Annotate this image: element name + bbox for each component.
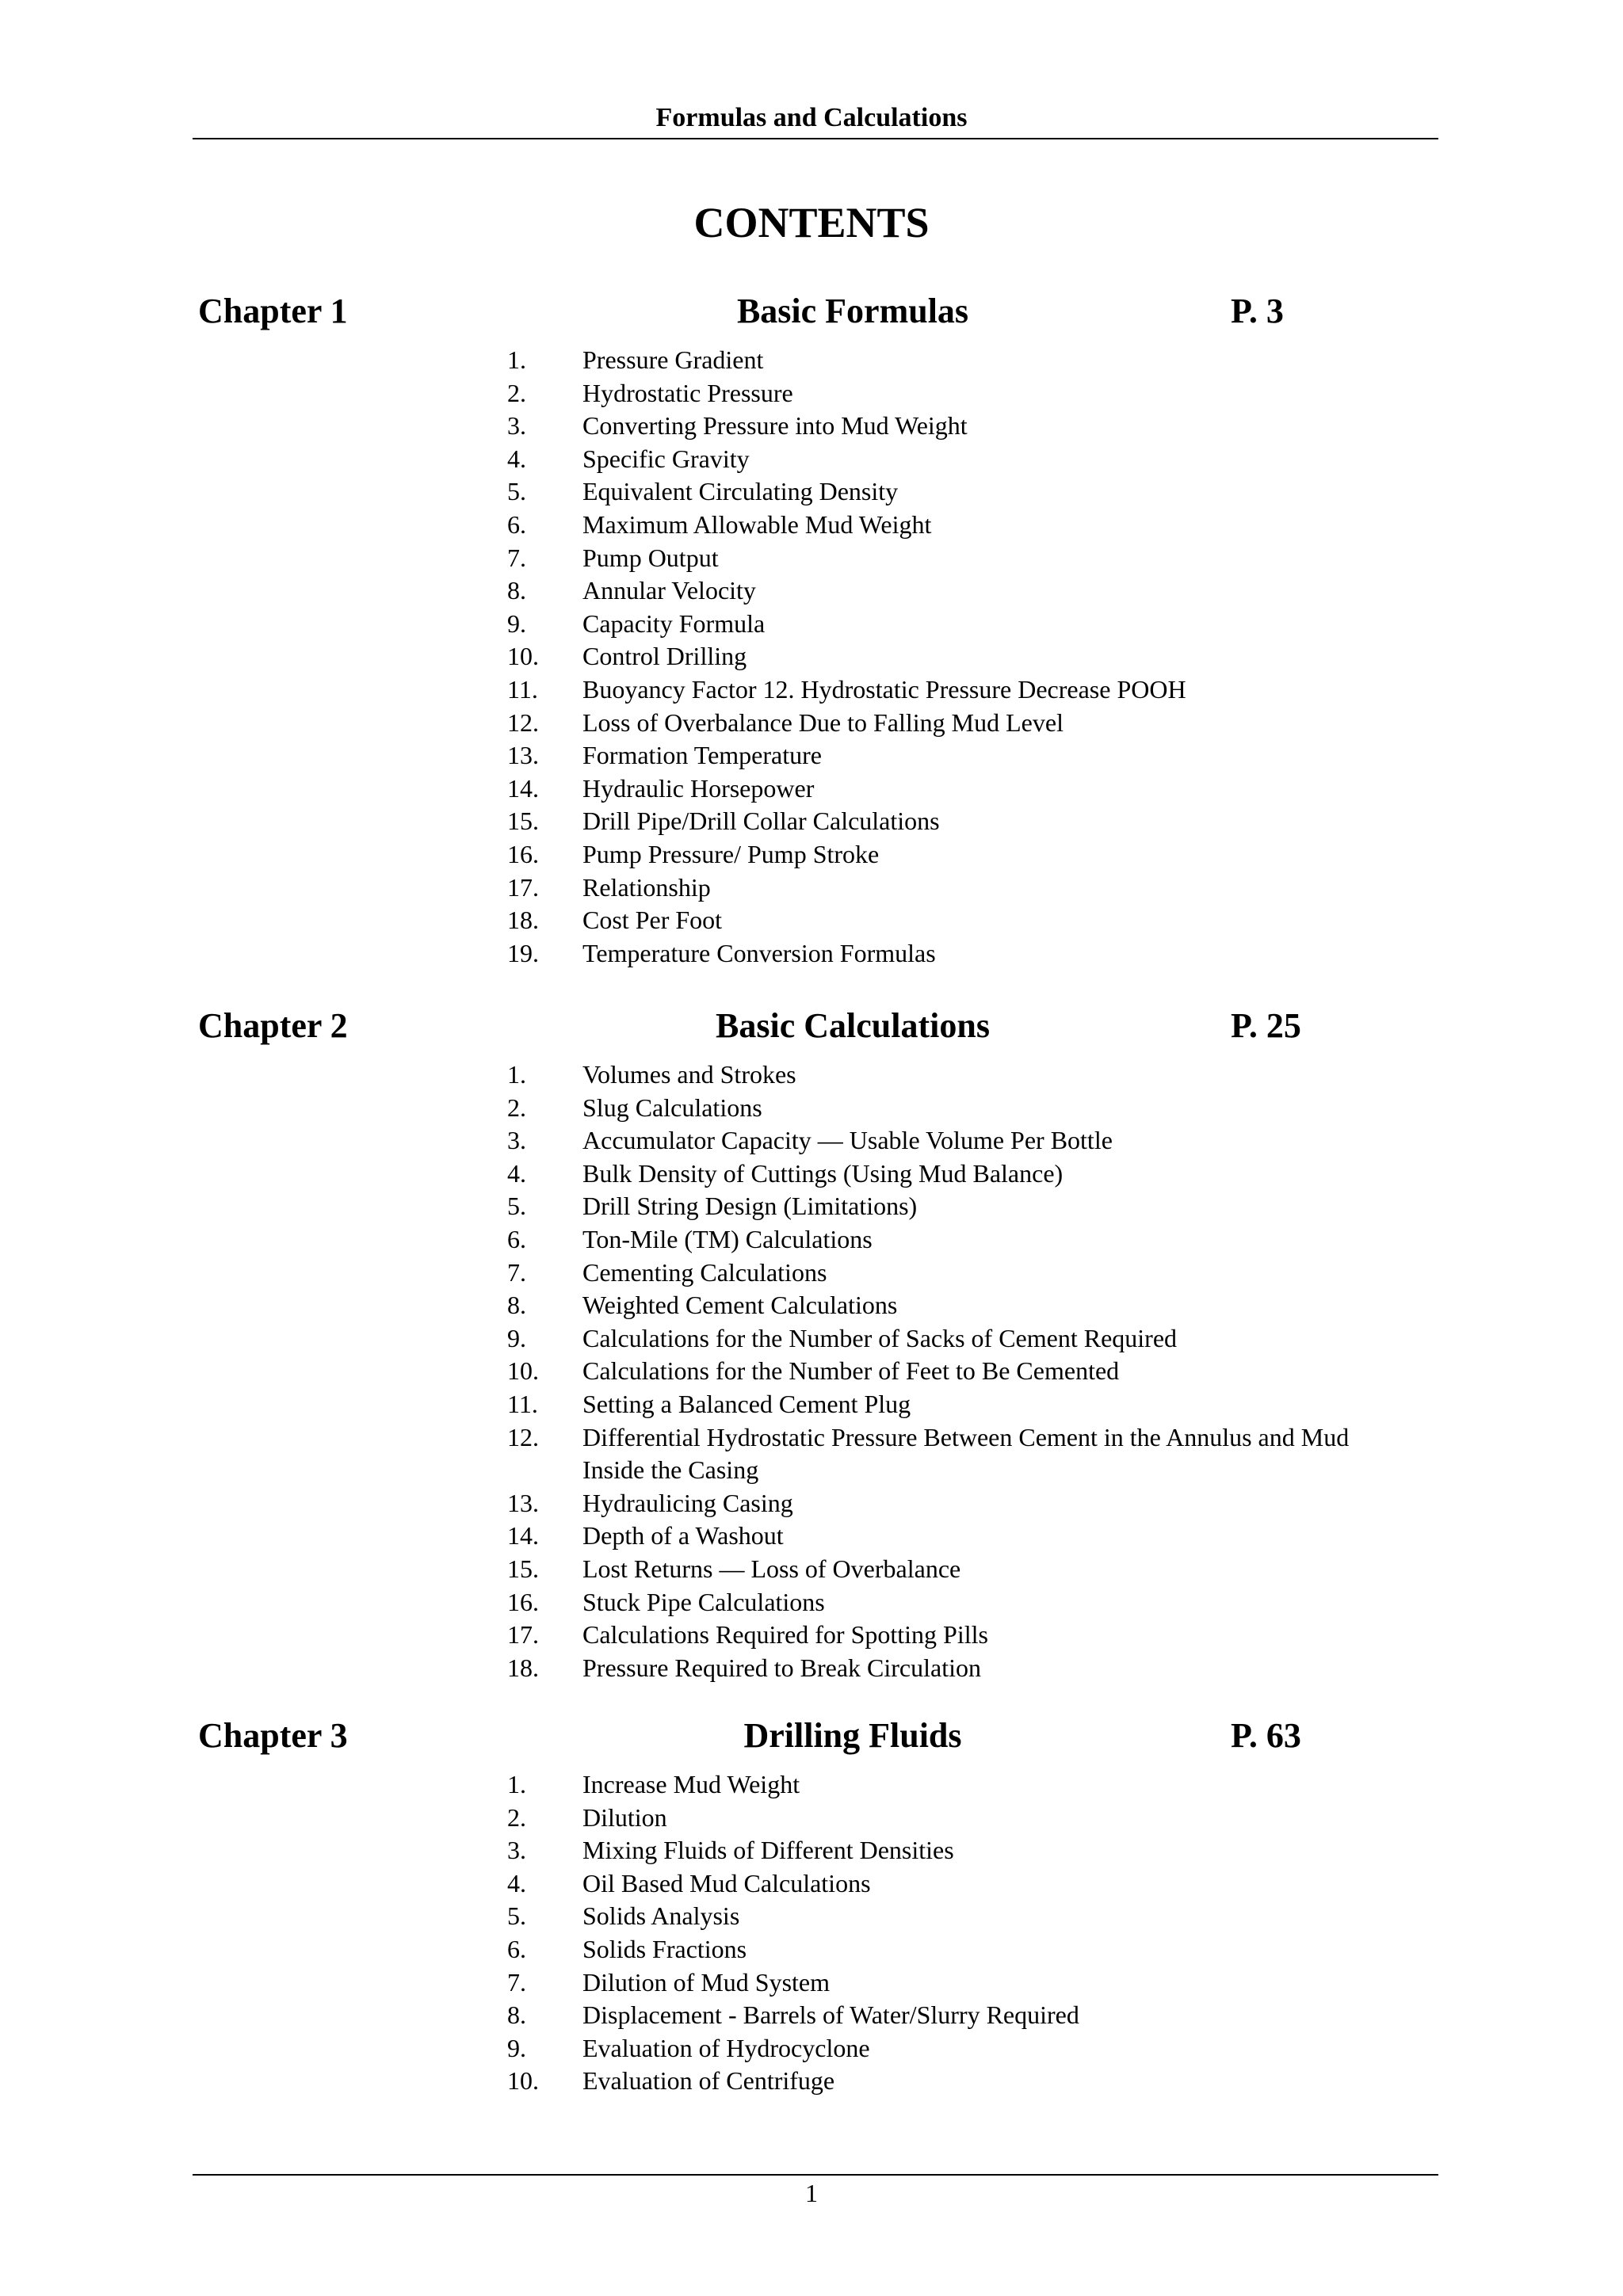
toc-item-number: 1.	[507, 345, 526, 374]
toc-item-number: 5.	[507, 1192, 526, 1221]
toc-item	[0, 1520, 1623, 1553]
toc-item-number: 7.	[507, 1257, 526, 1287]
chapter-page-ref: P. 25	[1231, 1006, 1301, 1045]
toc-item	[0, 344, 1623, 377]
toc-item-title: Temperature Conversion Formulas	[582, 938, 936, 967]
toc-item-number: 13.	[507, 1488, 539, 1517]
toc-item	[0, 871, 1623, 905]
toc-item	[0, 2032, 1623, 2065]
toc-item	[0, 1092, 1623, 1125]
toc-item-title: Oil Based Mud Calculations	[582, 1868, 871, 1897]
toc-item-title: Displacement - Barrels of Water/Slurry Required	[582, 2000, 1079, 2030]
toc-item	[0, 772, 1623, 806]
toc-item-title: Equivalent Circulating Density	[582, 477, 899, 506]
chapter-title: Basic Calculations	[716, 1006, 990, 1045]
chapter-title: Basic Formulas	[736, 292, 969, 330]
toc-item-title: Evaluation of Hydrocyclone	[582, 2033, 870, 2062]
chapter-label: Chapter 1	[198, 292, 348, 330]
toc-item-title: Pressure Gradient	[582, 345, 764, 374]
toc-item-number: 8.	[507, 576, 526, 605]
toc-item-title: Maximum Allowable Mud Weight	[582, 509, 932, 539]
toc-item-title: Accumulator Capacity — Usable Volume Per Bottle	[582, 1126, 1113, 1155]
toc-item-number: 5.	[507, 1901, 526, 1931]
toc-item-title: Weighted Cement Calculations	[582, 1291, 898, 1320]
toc-item-title: Evaluation of Centrifuge	[582, 2066, 835, 2096]
toc-item-title: Pump Output	[582, 543, 719, 572]
toc-item-title: Solids Fractions	[582, 1934, 747, 1963]
toc-item-number: 15.	[507, 807, 539, 836]
toc-item	[0, 904, 1623, 937]
toc-item	[0, 509, 1623, 542]
toc-item-title: Drill Pipe/Drill Collar Calculations	[582, 807, 940, 836]
toc-item-number: 4.	[507, 1158, 526, 1188]
chapter-heading	[0, 291, 1623, 338]
toc-item-number: 13.	[507, 741, 539, 770]
chapter-heading	[0, 1715, 1623, 1763]
toc-item-title: Hydraulic Horsepower	[582, 773, 815, 803]
toc-item-title: Mixing Fluids of Different Densities	[582, 1836, 954, 1865]
toc-item-title: Solids Analysis	[582, 1901, 740, 1931]
toc-item-number: 8.	[507, 2000, 526, 2030]
toc-item-number: 3.	[507, 1126, 526, 1155]
toc-item	[0, 1900, 1623, 1933]
toc-item-number: 15.	[507, 1554, 539, 1583]
toc-item-number: 19.	[507, 938, 539, 967]
toc-item-title: Lost Returns — Loss of Overbalance	[582, 1554, 961, 1583]
toc-item-title: Setting a Balanced Cement Plug	[582, 1389, 911, 1418]
toc-item-number: 3.	[507, 1836, 526, 1865]
toc-item-number: 3.	[507, 411, 526, 441]
toc-item-number: 2.	[507, 378, 526, 407]
toc-item	[0, 1999, 1623, 2032]
toc-item	[0, 574, 1623, 608]
toc-item-title: Differential Hydrostatic Pressure Between Cement in the Annulus and Mud Inside the Casing	[582, 1422, 1350, 1485]
toc-item-number: 18.	[507, 1653, 539, 1682]
toc-item-title: Buoyancy Factor 12. Hydrostatic Pressure Decrease POOH	[582, 674, 1186, 704]
toc-item-title: Dilution	[582, 1802, 667, 1832]
toc-item-title: Bulk Density of Cuttings (Using Mud Balance)	[582, 1158, 1064, 1188]
toc-item-number: 7.	[507, 1967, 526, 1997]
toc-item-title: Calculations for the Number of Sacks of Cement Required	[582, 1323, 1178, 1352]
toc-item	[0, 1355, 1623, 1388]
running-header: Formulas and Calculations	[655, 103, 968, 132]
toc-item-number: 1.	[507, 1770, 526, 1798]
toc-item-title: Capacity Formula	[582, 608, 766, 638]
toc-item	[0, 377, 1623, 410]
toc-item	[0, 1802, 1623, 1835]
toc-item	[0, 1867, 1623, 1901]
chapter-page-ref: P. 63	[1231, 1716, 1301, 1755]
toc-item-number: 11.	[507, 1389, 538, 1418]
toc-item	[0, 805, 1623, 838]
toc-item-title: Hydraulicing Casing	[582, 1488, 793, 1517]
toc-item	[0, 1487, 1623, 1520]
chapter-item-list	[0, 1058, 1623, 1684]
toc-item	[0, 475, 1623, 509]
toc-item-number: 2.	[507, 1802, 526, 1832]
toc-item-title: Specific Gravity	[582, 444, 750, 473]
toc-item-number: 17.	[507, 1620, 539, 1650]
toc-item-number: 18.	[507, 906, 539, 935]
page-number: 1	[805, 2179, 818, 2207]
chapter-item-list	[0, 1768, 1623, 2098]
toc-item	[0, 1586, 1623, 1619]
toc-item	[0, 1421, 1623, 1487]
toc-item	[0, 1652, 1623, 1685]
toc-item-number: 16.	[507, 1587, 539, 1616]
toc-item	[0, 937, 1623, 971]
toc-item-title: Depth of a Washout	[582, 1521, 784, 1550]
toc-item-number: 7.	[507, 543, 526, 572]
toc-item-title: Ton-Mile (TM) Calculations	[582, 1224, 873, 1253]
toc-item-number: 1.	[507, 1060, 526, 1089]
chapter-title: Drilling Fluids	[743, 1716, 962, 1755]
toc-item	[0, 1058, 1623, 1092]
toc-item-number: 16.	[507, 839, 539, 868]
toc-item	[0, 739, 1623, 772]
toc-item-title: Dilution of Mud System	[582, 1967, 831, 1997]
toc-item-title: Loss of Overbalance Due to Falling Mud Level	[582, 707, 1064, 737]
toc-item-number: 2.	[507, 1093, 526, 1122]
toc-item-title: Slug Calculations	[582, 1093, 762, 1122]
toc-item-title: Calculations for the Number of Feet to Be Cemented	[582, 1356, 1120, 1386]
toc-item-title: Calculations Required for Spotting Pills	[582, 1620, 988, 1650]
toc-item-title: Pump Pressure/ Pump Stroke	[582, 839, 880, 868]
toc-item-number: 4.	[507, 1868, 526, 1897]
chapter-section	[0, 1005, 1623, 1682]
toc-item-title: Pressure Required to Break Circulation	[582, 1653, 981, 1682]
toc-item	[0, 542, 1623, 575]
chapter-section	[0, 1715, 1623, 2096]
toc-item-number: 6.	[507, 1224, 526, 1253]
toc-item-number: 4.	[507, 444, 526, 473]
chapter-heading	[0, 1005, 1623, 1053]
toc-item-title: Volumes and Strokes	[582, 1060, 796, 1089]
toc-item	[0, 1966, 1623, 2000]
toc-item-title: Drill String Design (Limitations)	[582, 1192, 918, 1221]
toc-item-title: Cost Per Foot	[582, 906, 723, 935]
toc-item	[0, 1834, 1623, 1867]
toc-item	[0, 1619, 1623, 1652]
toc-item-number: 10.	[507, 1356, 539, 1386]
toc-item	[0, 673, 1623, 707]
contents-title: CONTENTS	[693, 199, 930, 246]
toc-item	[0, 1388, 1623, 1421]
toc-item-number: 14.	[507, 773, 539, 803]
toc-item-title: Increase Mud Weight	[582, 1770, 800, 1798]
toc-item	[0, 608, 1623, 641]
toc-item-number: 6.	[507, 509, 526, 539]
toc-item-number: 9.	[507, 2033, 526, 2062]
toc-item-title: Annular Velocity	[582, 576, 756, 605]
chapter-label: Chapter 3	[198, 1716, 348, 1755]
toc-item	[0, 1289, 1623, 1322]
toc-item	[0, 1124, 1623, 1158]
toc-item	[0, 1322, 1623, 1356]
toc-item-number: 12.	[507, 1422, 539, 1451]
toc-item-number: 9.	[507, 608, 526, 638]
toc-item-title: Stuck Pipe Calculations	[582, 1587, 825, 1616]
toc-item-number: 5.	[507, 477, 526, 506]
toc-item	[0, 707, 1623, 740]
toc-item-number: 8.	[507, 1291, 526, 1320]
chapter-page-ref: P. 3	[1231, 292, 1284, 330]
chapter-item-list	[0, 344, 1623, 970]
footer-rule	[193, 2174, 1438, 2176]
toc-item	[0, 1768, 1623, 1802]
toc-item-title: Cementing Calculations	[582, 1257, 827, 1287]
toc-item-number: 10.	[507, 2066, 539, 2096]
toc-item	[0, 1257, 1623, 1290]
toc-item	[0, 443, 1623, 476]
toc-item	[0, 640, 1623, 673]
toc-item	[0, 1933, 1623, 1966]
toc-item	[0, 2065, 1623, 2098]
toc-item-number: 17.	[507, 872, 539, 902]
toc-item-title: Control Drilling	[582, 642, 747, 671]
header-rule	[193, 138, 1438, 139]
toc-item	[0, 410, 1623, 443]
toc-item-number: 14.	[507, 1521, 539, 1550]
toc-item-number: 11.	[507, 674, 538, 704]
toc-item-number: 12.	[507, 707, 539, 737]
toc-item-number: 6.	[507, 1934, 526, 1963]
toc-item	[0, 1223, 1623, 1257]
toc-item-number: 9.	[507, 1323, 526, 1352]
toc-item-title: Relationship	[582, 872, 711, 902]
toc-item	[0, 1158, 1623, 1191]
toc-item-title: Hydrostatic Pressure	[582, 378, 793, 407]
chapter-section	[0, 291, 1623, 967]
chapter-label: Chapter 2	[198, 1006, 348, 1045]
toc-item	[0, 1553, 1623, 1586]
toc-item	[0, 1190, 1623, 1223]
toc-item-title: Converting Pressure into Mud Weight	[582, 411, 968, 441]
toc-item-title: Formation Temperature	[582, 741, 822, 770]
toc-item-number: 10.	[507, 642, 539, 671]
toc-item	[0, 838, 1623, 871]
